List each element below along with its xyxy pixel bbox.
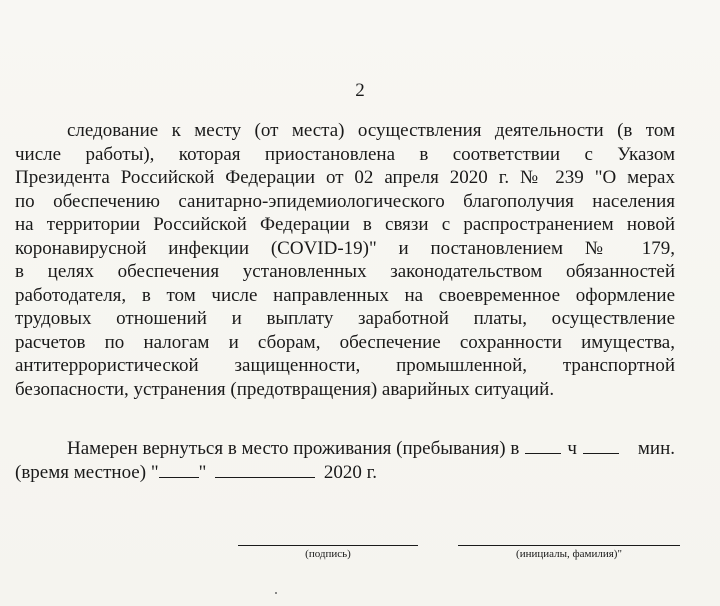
day-blank-field[interactable] <box>159 461 199 478</box>
paragraph-line: следование к месту (от места) осуществления деятельности (в том <box>67 120 675 141</box>
return-intent-section <box>15 437 675 484</box>
year-text: 2020 г. <box>323 461 377 483</box>
paragraph-line: коронавирусной инфекции (COVID-19)" и постановлением № 179, <box>15 237 675 259</box>
minutes-label: мин. <box>637 438 675 459</box>
local-time-label: (время местное) " <box>15 461 159 483</box>
signature-line[interactable] <box>238 545 418 546</box>
paragraph-line: на территории Российской Федерации в связи с распространением новой <box>15 214 675 235</box>
paragraph-line: по обеспечению санитарно-эпидемиологического благополучия населения <box>15 190 675 212</box>
return-date-line <box>15 461 675 485</box>
paragraph-line: работодателя, в том числе направленных на своевременное оформление <box>15 284 675 306</box>
paragraph-line: трудовых отношений и выплату заработной платы, осуществление <box>15 308 675 329</box>
return-time-line <box>15 437 675 461</box>
signature-caption: (подпись) <box>305 548 351 560</box>
scan-speck <box>275 592 277 594</box>
hours-label: ч <box>567 438 577 459</box>
month-blank-field[interactable] <box>215 461 315 478</box>
paragraph-line: Президента Российской Федерации от 02 апреля 2020 г. № 239 "О мерах <box>15 167 675 188</box>
return-intent-text: Намерен вернуться в место проживания (пребывания) в <box>67 438 520 459</box>
quote-close: " <box>198 461 207 483</box>
hours-blank-field[interactable] <box>525 437 561 454</box>
paragraph-line: безопасности, устранения (предотвращения) аварийных ситуаций. <box>15 378 555 400</box>
main-paragraph <box>15 119 675 401</box>
page-number: 2 <box>355 80 365 101</box>
minutes-blank-field[interactable] <box>583 437 619 454</box>
paragraph-line: в целях обеспечения установленных законодательством обязанностей <box>15 261 675 282</box>
paragraph-line: числе работы), которая приостановлена в соответствии с Указом <box>15 143 675 165</box>
paragraph-line: антитеррористической защищенности, промышленной, транспортной <box>15 355 675 376</box>
paragraph-line: расчетов по налогам и сборам, обеспечение сохранности имущества, <box>15 331 675 353</box>
name-caption: (инициалы, фамилия)" <box>516 548 622 560</box>
name-line[interactable] <box>458 545 680 546</box>
